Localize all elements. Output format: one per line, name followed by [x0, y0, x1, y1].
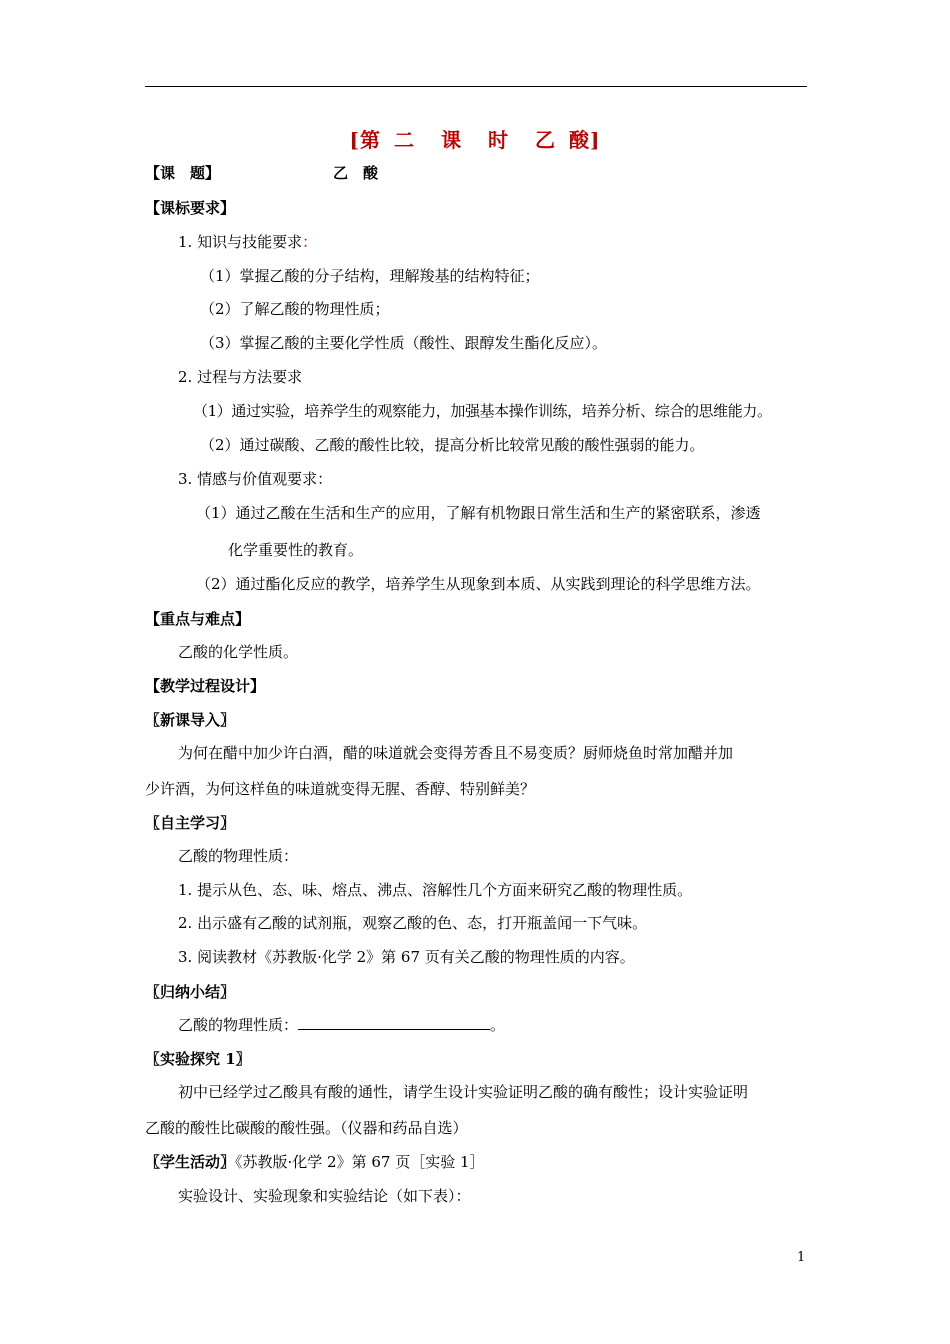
header-rule — [145, 86, 807, 87]
subsection-heading-experiment: 〖实验探究 1〗 — [145, 1050, 251, 1068]
activity-line — [145, 1152, 485, 1172]
title-part: 时 — [488, 128, 509, 152]
requirement-heading — [178, 232, 317, 252]
activity-heading: 〖学生活动〗 — [145, 1153, 236, 1171]
activity-text: 《苏教版·化学 2》第 67 页［实验 1］ — [235, 1153, 485, 1171]
requirement-item: （2）通过碳酸、乙酸的酸性比较，提高分析比较常见酸的酸性强弱的能力。 — [200, 436, 705, 454]
list-item: 3. 阅读教材《苏教版·化学 2》第 67 页有关乙酸的物理性质的内容。 — [178, 948, 635, 966]
requirement-heading: 2. 过程与方法要求 — [178, 368, 303, 386]
section-heading-requirements: 【课标要求】 — [145, 199, 236, 217]
requirement-heading: 3. 情感与价值观要求： — [178, 470, 333, 488]
summary-end: 。 — [490, 1016, 506, 1034]
topic-label: 【课 题】 — [145, 164, 221, 182]
answer-blank — [298, 1015, 490, 1030]
paragraph-line: 少许酒，为何这样鱼的味道就变得无腥、香醇、特别鲜美？ — [145, 780, 536, 798]
paragraph-line: 初中已经学过乙酸具有酸的通性，请学生设计实验证明乙酸的确有酸性；设计实验证明 — [178, 1083, 749, 1101]
subsection-heading-summary: 〖归纳小结〗 — [145, 983, 236, 1001]
requirement-item: （1）掌握乙酸的分子结构，理解羧基的结构特征； — [200, 267, 540, 285]
section-heading-process: 【教学过程设计】 — [145, 677, 266, 695]
requirement-item: （2）通过酯化反应的教学，培养学生从现象到本质、从实践到理论的科学思维方法。 — [196, 575, 761, 593]
paragraph-line: 实验设计、实验现象和实验结论（如下表）： — [178, 1187, 471, 1205]
title-part: 二 — [394, 128, 415, 152]
requirement-item-continued: 化学重要性的教育。 — [228, 541, 364, 559]
section-heading-key-points: 【重点与难点】 — [145, 610, 251, 628]
subsection-heading-intro: 〖新课导入〗 — [145, 711, 236, 729]
key-points-text: 乙酸的化学性质。 — [178, 643, 299, 661]
list-item: 1. 提示从色、态、味、熔点、沸点、溶解性几个方面来研究乙酸的物理性质。 — [178, 881, 693, 899]
requirement-item: （1）通过乙酸在生活和生产的应用，了解有机物跟日常生活和生产的紧密联系，渗透 — [196, 504, 761, 522]
title-part: 酸] — [569, 128, 601, 152]
summary-line — [178, 1015, 505, 1035]
title-part: [第 — [349, 128, 381, 152]
title-part: 乙 — [535, 128, 556, 152]
requirement-heading-text: 1. 知识与技能要求 — [178, 233, 303, 251]
topic-value: 乙 酸 — [333, 164, 379, 182]
paragraph-line: 乙酸的物理性质： — [178, 847, 299, 865]
requirement-item: （2）了解乙酸的物理性质； — [200, 300, 390, 318]
requirement-item: （1）通过实验，培养学生的观察能力，加强基本操作训练，培养分析、综合的思维能力。 — [193, 402, 772, 420]
paragraph-line: 为何在醋中加少许白酒，醋的味道就会变得芳香且不易变质？厨师烧鱼时常加醋并加 — [178, 744, 734, 762]
page-number: 1 — [797, 1250, 806, 1265]
list-item: 2. 出示盛有乙酸的试剂瓶，观察乙酸的色、态，打开瓶盖闻一下气味。 — [178, 914, 648, 932]
lesson-title — [0, 124, 950, 153]
summary-text: 乙酸的物理性质： — [178, 1016, 299, 1034]
paragraph-line: 乙酸的酸性比碳酸的酸性强。（仪器和药品自选） — [145, 1119, 468, 1137]
requirement-heading-colon: ： — [302, 233, 318, 251]
requirement-item: （3）掌握乙酸的主要化学性质（酸性、跟醇发生酯化反应）。 — [200, 334, 608, 352]
subsection-heading-self-study: 〖自主学习〗 — [145, 814, 236, 832]
title-part: 课 — [441, 128, 462, 152]
